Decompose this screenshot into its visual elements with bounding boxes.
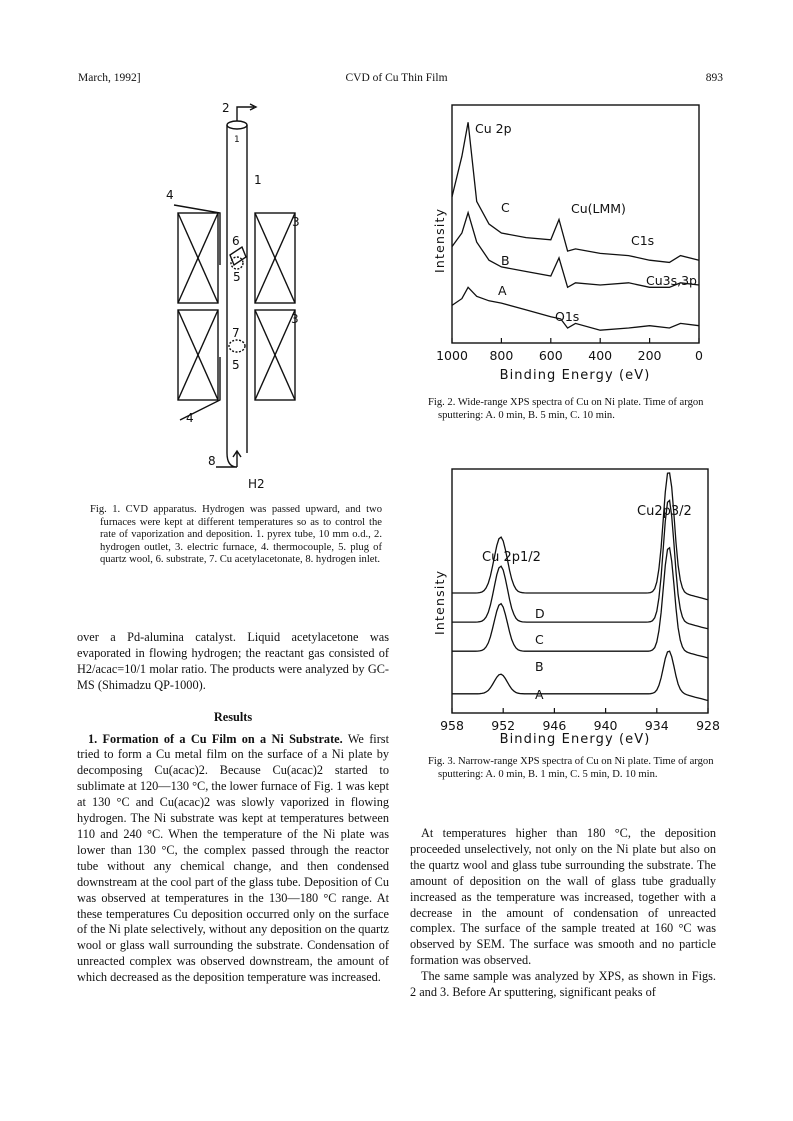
fig3-series-a bbox=[452, 651, 708, 700]
fig2-series-label-c: C bbox=[501, 200, 510, 215]
section-title: 1. Formation of a Cu Film on a Ni Substrate. bbox=[88, 731, 343, 746]
paragraph-1-text: We first tried to form a Cu metal film on the surface of a Ni plate by decomposing Cu(acac)2. Because Cu(acac)2 started to sublimate at 120—130 °C, the lower furnace of Fig. 1 was kept at 130 °C and Cu(acac)2 was slowly vaporized in flowing hydrogen. The Ni substrate was kept at temperatures between 110 and 240 °C. When the temperature of the Ni plate was lower than 130 °C, the complex passed through the reactor tube without any chemical change, and then condensed downstream at the cool part of the glass tube. Deposition of Cu was observed at temperatures in the 130—180 °C range. At these temperatures Cu deposition occurred only on the surface of the Ni plate selectively, without any deposition on the quartz wool or glass wall surrounding the substrate. Condensation of unreacted complex was observed downstream, the amount of which decreased as the deposition temperature was increased. bbox=[77, 731, 390, 985]
fig3-xtick-label: 952 bbox=[491, 718, 516, 733]
fig2-xlabel: Binding Energy (eV) bbox=[499, 368, 651, 383]
fig3-annot-cu2p32: Cu2p3/2 bbox=[637, 504, 692, 519]
fig2-series-label-b: B bbox=[501, 253, 510, 268]
fig1-caption: Fig. 1. CVD apparatus. Hydrogen was passed upward, and two furnaces were kept at different temperatures so as to control the rate of vaporization and deposition. 1. pyrex tube, 10 mm o.d., 2. hydrogen outlet, 3. electric furnace, 4. thermocouple, 5. plug of quartz wool, 6. substrate, 7. Cu acetylacetonate, 8. hydrogen inlet. bbox=[90, 504, 382, 566]
fig3-narrow-xps-chart bbox=[425, 463, 725, 748]
label-3-lower: 3 bbox=[291, 312, 299, 326]
fig2-series-c bbox=[452, 122, 699, 262]
fig2-annot-cu2p: Cu 2p bbox=[475, 121, 512, 136]
label-2: 2 bbox=[222, 101, 230, 115]
page-number: 893 bbox=[705, 72, 723, 84]
fig2-ylabel: Intensity bbox=[432, 207, 447, 273]
cu-acac-sample bbox=[229, 340, 245, 352]
left-column-text bbox=[77, 630, 389, 986]
fig2-annot-c1s: C1s bbox=[631, 233, 655, 248]
results-heading: Results bbox=[213, 709, 253, 724]
fig2-annot-cu3s3p: Cu3s,3p bbox=[646, 273, 697, 288]
fig3-xtick-label: 958 bbox=[440, 718, 464, 733]
header-left: March, 1992] bbox=[78, 72, 141, 84]
label-1: 1 bbox=[254, 173, 262, 187]
fig3-ylabel: Intensity bbox=[432, 569, 447, 635]
tube-top-cap bbox=[227, 121, 247, 129]
fig2-annot-culmm: Cu(LMM) bbox=[571, 201, 626, 216]
fig3-annot-cu2p12: Cu 2p1/2 bbox=[482, 550, 541, 565]
fig2-wide-xps-chart bbox=[425, 95, 725, 390]
fig3-xtick-label: 940 bbox=[593, 718, 618, 733]
fig2-annot-o1s: O1s bbox=[555, 309, 580, 324]
fig3-series-label-c: C bbox=[535, 632, 544, 647]
fig2-xtick-label: 200 bbox=[637, 348, 662, 363]
fig3-series-d bbox=[452, 473, 708, 600]
fig3-series-label-a: A bbox=[535, 687, 544, 702]
label-4-upper: 4 bbox=[166, 188, 174, 202]
label-1-top: 1 bbox=[234, 135, 240, 145]
fig3-series-label-b: B bbox=[535, 659, 544, 674]
label-h2: H2 bbox=[248, 477, 265, 491]
fig2-xtick-label: 1000 bbox=[436, 348, 468, 363]
results-paragraph-1 bbox=[77, 732, 389, 987]
fig3-xtick-label: 946 bbox=[542, 718, 567, 733]
fig2-caption: Fig. 2. Wide-range XPS spectra of Cu on Ni plate. Time of argon sputtering: A. 0 min, B. 5 min, C. 10 min. bbox=[428, 397, 704, 421]
label-7: 7 bbox=[232, 326, 240, 340]
fig3-caption: Fig. 3. Narrow-range XPS spectra of Cu on Ni plate. Time of argon sputtering: A. 0 min, B. 1 min, C. 5 min, D. 10 min. bbox=[428, 756, 714, 780]
results-paragraph-3: The same sample was analyzed by XPS, as shown in Figs. 2 and 3. Before Ar sputtering, significant peaks of bbox=[410, 969, 716, 1000]
fig2-xtick-label: 800 bbox=[489, 348, 514, 363]
header-title: CVD of Cu Thin Film bbox=[345, 72, 448, 84]
right-column-text bbox=[410, 826, 716, 1001]
intro-paragraph: over a Pd-alumina catalyst. Liquid acetylacetone was evaporated in flowing hydrogen; the reactant gas consisted of H2/acac=10/1 molar ratio. The products were analyzed by GC-MS (Shimadzu QP-1000). bbox=[77, 630, 389, 692]
fig3-series-label-d: D bbox=[535, 606, 545, 621]
fig1-apparatus-diagram bbox=[150, 95, 320, 495]
label-8: 8 bbox=[208, 454, 216, 468]
label-6: 6 bbox=[232, 234, 240, 248]
inlet-arrow bbox=[233, 451, 241, 467]
fig2-xtick-label: 400 bbox=[588, 348, 613, 363]
label-5-upper: 5 bbox=[233, 270, 241, 284]
fig3-xlabel: Binding Energy (eV) bbox=[499, 732, 651, 747]
fig2-xtick-label: 600 bbox=[538, 348, 563, 363]
fig3-xtick-label: 928 bbox=[696, 718, 720, 733]
label-4-lower: 4 bbox=[186, 411, 194, 425]
fig2-xtick-label: 0 bbox=[695, 348, 703, 363]
label-5-lower: 5 bbox=[232, 358, 240, 372]
fig2-series-label-a: A bbox=[498, 283, 507, 298]
results-paragraph-2: At temperatures higher than 180 °C, the deposition proceeded unselectively, not only on the Ni plate but also on the quartz wool and glass tube surrounding the substrate. The amount of deposition on the wall of glass tube gradually increased as the temperature was increased, together with a decrease in the amount of condensation of unreacted complex. The surface of the sample treated at 160 °C was observed by SEM. The surface was smooth and no particle formation was observed. bbox=[410, 826, 716, 968]
fig3-xtick-label: 934 bbox=[644, 718, 669, 733]
label-3-upper: 3 bbox=[292, 215, 300, 229]
